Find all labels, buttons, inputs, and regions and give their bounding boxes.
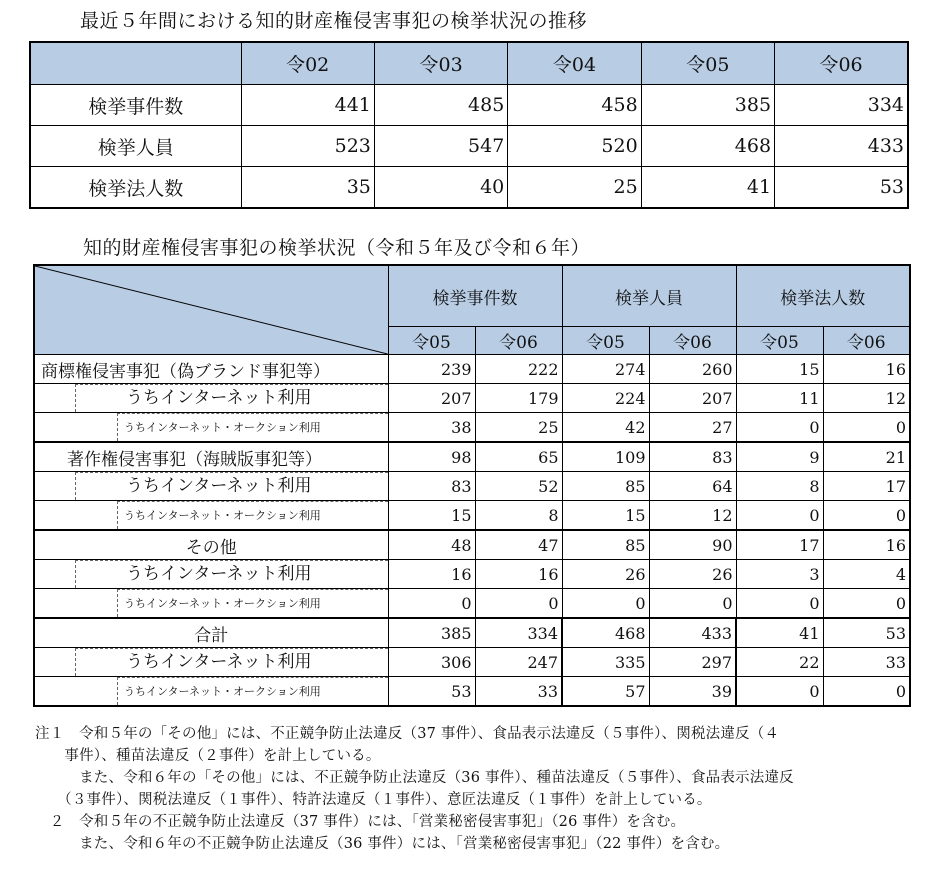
table1-year-header: 令05: [641, 42, 774, 85]
table2-cell: 47: [475, 530, 562, 560]
row-label-cell: [34, 384, 388, 413]
table2-cell: 57: [562, 677, 649, 707]
table2-cell: 0: [736, 677, 823, 707]
table2-cell: 224: [562, 384, 649, 413]
table1-cell: 25: [508, 167, 641, 209]
row-label-cell: [34, 472, 388, 501]
table2-cell: 179: [475, 384, 562, 413]
table2-row: [34, 355, 910, 384]
table2-cell: 297: [649, 648, 736, 677]
table2-cell: 4: [823, 560, 910, 589]
table2-cell: 0: [823, 413, 910, 443]
table2-cell: 85: [562, 472, 649, 501]
table2-cell: 433: [649, 618, 736, 648]
table2-body: [34, 355, 910, 707]
table2-cell: 8: [736, 472, 823, 501]
row-label: 検挙事件数: [30, 85, 241, 126]
row-label: 検挙人員: [30, 126, 241, 167]
year-header: 令06: [649, 327, 736, 355]
table2-cell: 247: [475, 648, 562, 677]
row-label-cell: [34, 677, 388, 707]
table2-cell: 0: [562, 589, 649, 619]
row-label: 検挙法人数: [30, 167, 241, 209]
table2-cell: 33: [475, 677, 562, 707]
table2-cell: 53: [388, 677, 475, 707]
table2-cell: 15: [736, 355, 823, 384]
table2-cell: 48: [388, 530, 475, 560]
table2-cell: 98: [388, 442, 475, 472]
table2-cell: 33: [823, 648, 910, 677]
table2-cell: 0: [736, 589, 823, 619]
table2-cell: 64: [649, 472, 736, 501]
internet-sub-label: うちインターネット利用: [75, 560, 388, 588]
table1-cell: 458: [508, 85, 641, 126]
table2-cell: 65: [475, 442, 562, 472]
table1-row-corporations: [30, 167, 908, 209]
internet-sub-label: うちインターネット利用: [75, 384, 388, 412]
footnote-line: 注１ 令和５年の「その他」には、不正競争防止法違反（37 事件）、食品表示法違反（５事件）、関税法違反（４: [35, 726, 780, 742]
footnote-line: 事件）、種苗法違反（２事件）を計上している。: [35, 748, 381, 764]
table1-cell: 41: [641, 167, 774, 209]
table1-cell: 40: [374, 167, 507, 209]
table2-cell: 85: [562, 530, 649, 560]
table1-cell: 485: [374, 85, 507, 126]
row-label-cell: [34, 413, 388, 443]
table2-cell: 0: [475, 589, 562, 619]
table2-cell: 83: [388, 472, 475, 501]
table1-header-row: [30, 42, 908, 85]
table2-cell: 0: [649, 589, 736, 619]
internet-sub-label: うちインターネット利用: [75, 472, 388, 500]
row-label-cell: [34, 355, 388, 384]
table2-cell: 39: [649, 677, 736, 707]
table2-title: 知的財産権侵害事犯の検挙状況（令和５年及び令和６年）: [83, 237, 591, 259]
table1-title: 最近５年間における知的財産権侵害事犯の検挙状況の推移: [80, 10, 588, 32]
table2-row: [34, 530, 910, 560]
table2-cell: 17: [823, 472, 910, 501]
table2-cell: 0: [736, 501, 823, 531]
table2-cell: 306: [388, 648, 475, 677]
table2-row: [34, 384, 910, 413]
table2-cell: 41: [736, 618, 823, 648]
category-label: 著作権侵害事犯（海賊版事犯等）: [67, 449, 322, 470]
table2-cell: 207: [649, 384, 736, 413]
table2-cell: 27: [649, 413, 736, 443]
table2-cell: 42: [562, 413, 649, 443]
yearly-arrest-table: [29, 41, 909, 209]
table1-cell: 334: [775, 85, 908, 126]
footnote-line: （３事件）、関税法違反（１事件）、特許法違反（１事件）、意匠法違反（１事件）を計上している。: [35, 792, 712, 808]
table2-cell: 26: [649, 560, 736, 589]
table1-year-header: 令02: [241, 42, 374, 85]
table2-row: [34, 648, 910, 677]
table2-cell: 16: [475, 560, 562, 589]
table2-cell: 109: [562, 442, 649, 472]
table2-cell: 335: [562, 648, 649, 677]
table2-cell: 274: [562, 355, 649, 384]
table2-cell: 15: [388, 501, 475, 531]
table2-cell: 16: [823, 355, 910, 384]
footnote-line: また、令和６年の「その他」には、不正競争防止法違反（36 事件）、種苗法違反（５事件）、食品表示法違反: [35, 770, 794, 786]
category-label: 商標権侵害事犯（偽ブランド事犯等）: [41, 361, 330, 382]
row-label-cell: [34, 618, 388, 648]
table2-cell: 239: [388, 355, 475, 384]
table2-cell: 3: [736, 560, 823, 589]
internet-sub-label: うちインターネット利用: [75, 648, 388, 676]
diagonal-corner-cell: [34, 265, 388, 355]
table2-cell: 15: [562, 501, 649, 531]
table2-cell: 0: [823, 589, 910, 619]
table1-year-header: 令04: [508, 42, 641, 85]
table2-cell: 90: [649, 530, 736, 560]
table2-cell: 468: [562, 618, 649, 648]
table2-cell: 26: [562, 560, 649, 589]
table1-cell: 53: [775, 167, 908, 209]
table2-cell: 12: [823, 384, 910, 413]
auction-sub-label: うちインターネット・オークション利用: [117, 589, 388, 617]
table2-row: [34, 618, 910, 648]
table1-year-header: 令03: [374, 42, 507, 85]
table1-cell: 433: [775, 126, 908, 167]
year-header: 令05: [562, 327, 649, 355]
table2-cell: 53: [823, 618, 910, 648]
table2-cell: 21: [823, 442, 910, 472]
table2-cell: 16: [388, 560, 475, 589]
table2-row: [34, 589, 910, 619]
table1-row-cases: [30, 85, 908, 126]
table2-cell: 385: [388, 618, 475, 648]
table1-year-header: 令06: [775, 42, 908, 85]
table2-cell: 0: [388, 589, 475, 619]
footnote-line: また、令和６年の不正競争防止法違反（36 事件）には、「営業秘密侵害事犯」（22 事件）を含む。: [35, 836, 730, 852]
diagonal-line: [35, 266, 388, 354]
table1-cell: 520: [508, 126, 641, 167]
footnote-line: ２ 令和５年の不正競争防止法違反（37 事件）には、「営業秘密侵害事犯」（26 事件）を含む。: [35, 814, 686, 830]
table1-corner-cell: [30, 42, 241, 85]
table1-cell: 547: [374, 126, 507, 167]
table2-cell: 22: [736, 648, 823, 677]
footnotes: [35, 723, 940, 855]
table2-cell: 260: [649, 355, 736, 384]
table2-cell: 52: [475, 472, 562, 501]
row-label-cell: [34, 442, 388, 472]
auction-sub-label: うちインターネット・オークション利用: [117, 413, 388, 441]
category-label: その他: [185, 537, 237, 558]
offense-breakdown-table: [33, 264, 911, 707]
year-header: 令05: [388, 327, 475, 355]
table1-cell: 523: [241, 126, 374, 167]
table2-cell: 8: [475, 501, 562, 531]
table2-row: [34, 501, 910, 531]
table2-cell: 83: [649, 442, 736, 472]
table2-cell: 17: [736, 530, 823, 560]
table2-cell: 334: [475, 618, 562, 648]
row-label-cell: [34, 648, 388, 677]
table1-cell: 468: [641, 126, 774, 167]
table2-cell: 11: [736, 384, 823, 413]
table2-cell: 12: [649, 501, 736, 531]
row-label-cell: [34, 530, 388, 560]
table2-cell: 222: [475, 355, 562, 384]
table1-cell: 385: [641, 85, 774, 126]
group-header-persons: 検挙人員: [562, 265, 736, 327]
table2-cell: 207: [388, 384, 475, 413]
table2-cell: 0: [736, 413, 823, 443]
table2-cell: 9: [736, 442, 823, 472]
table1-cell: 35: [241, 167, 374, 209]
table2-cell: 38: [388, 413, 475, 443]
category-label: 合計: [194, 625, 229, 646]
group-header-corporations: 検挙法人数: [736, 265, 910, 327]
table2-row: [34, 413, 910, 443]
table2-group-header-row: [34, 265, 910, 327]
year-header: 令06: [475, 327, 562, 355]
table2-cell: 25: [475, 413, 562, 443]
auction-sub-label: うちインターネット・オークション利用: [117, 677, 388, 705]
table2-cell: 0: [823, 501, 910, 531]
table1-row-persons: [30, 126, 908, 167]
row-label-cell: [34, 501, 388, 531]
table2-row: [34, 472, 910, 501]
table2-row: [34, 560, 910, 589]
table2-row: [34, 677, 910, 707]
table2-row: [34, 442, 910, 472]
year-header: 令05: [736, 327, 823, 355]
table1-cell: 441: [241, 85, 374, 126]
group-header-cases: 検挙事件数: [388, 265, 562, 327]
year-header: 令06: [823, 327, 910, 355]
auction-sub-label: うちインターネット・オークション利用: [117, 501, 388, 529]
table2-cell: 0: [823, 677, 910, 707]
row-label-cell: [34, 589, 388, 619]
table2-cell: 16: [823, 530, 910, 560]
row-label-cell: [34, 560, 388, 589]
